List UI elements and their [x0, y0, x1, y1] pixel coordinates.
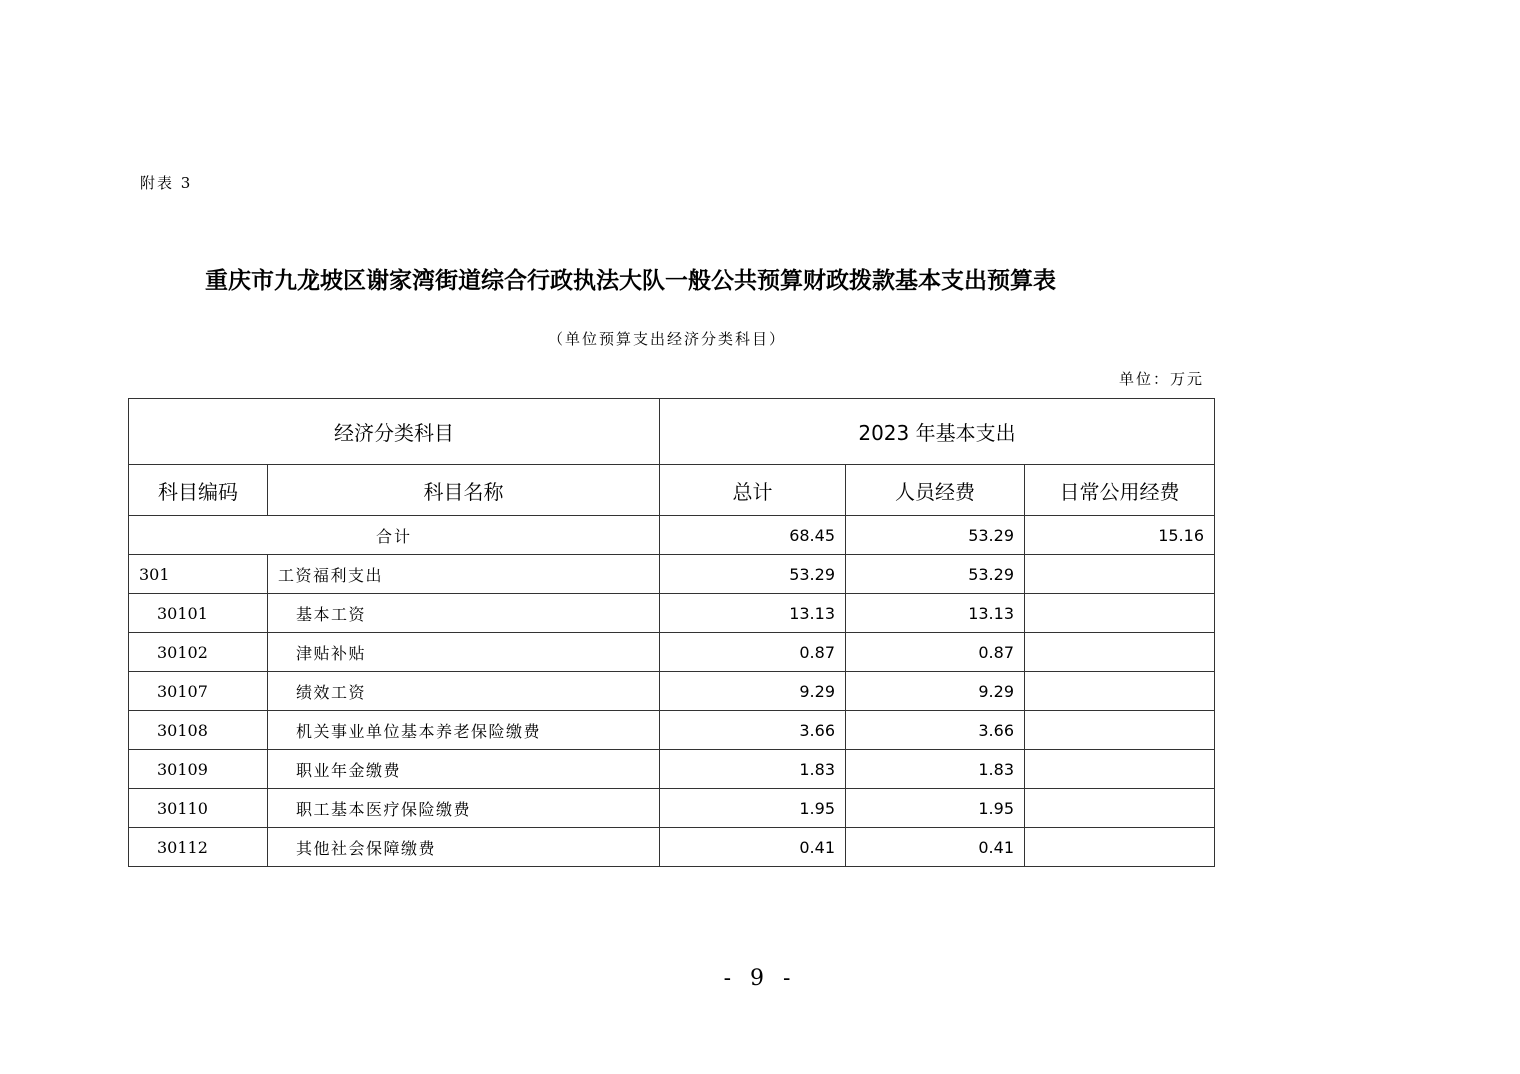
row-personnel: 53.29	[846, 555, 1025, 594]
row-code: 30108	[129, 711, 268, 750]
row-name: 津贴补贴	[268, 633, 660, 672]
attachment-label: 附表 3	[140, 174, 193, 192]
row-code: 30109	[129, 750, 268, 789]
row-total: 9.29	[660, 672, 846, 711]
row-daily-public	[1025, 672, 1215, 711]
row-daily-public	[1025, 828, 1215, 867]
total-personnel: 53.29	[846, 516, 1025, 555]
total-row	[129, 516, 1215, 555]
row-personnel: 0.87	[846, 633, 1025, 672]
document-title: 重庆市九龙坡区谢家湾街道综合行政执法大队一般公共预算财政拨款基本支出预算表	[205, 267, 1056, 294]
header-daily-public: 日常公用经费	[1025, 465, 1215, 516]
row-name: 工资福利支出	[268, 555, 660, 594]
row-code: 30107	[129, 672, 268, 711]
page-number: - 9 -	[723, 966, 797, 991]
header-economic-category: 经济分类科目	[129, 399, 660, 465]
row-code: 301	[129, 555, 268, 594]
row-name: 其他社会保障缴费	[268, 828, 660, 867]
row-daily-public	[1025, 711, 1215, 750]
document-subtitle: （单位预算支出经济分类科目）	[548, 330, 787, 348]
row-daily-public	[1025, 789, 1215, 828]
table-row	[129, 789, 1215, 828]
row-daily-public	[1025, 594, 1215, 633]
row-daily-public	[1025, 633, 1215, 672]
budget-table	[128, 398, 1215, 867]
row-total: 0.41	[660, 828, 846, 867]
row-personnel: 1.95	[846, 789, 1025, 828]
row-code: 30101	[129, 594, 268, 633]
header-total: 总计	[660, 465, 846, 516]
header-code: 科目编码	[129, 465, 268, 516]
header-basic-expenditure: 2023 年基本支出	[660, 399, 1215, 465]
total-daily-public: 15.16	[1025, 516, 1215, 555]
row-name: 机关事业单位基本养老保险缴费	[268, 711, 660, 750]
row-personnel: 9.29	[846, 672, 1025, 711]
header-column-row	[129, 465, 1215, 516]
table-row	[129, 828, 1215, 867]
row-daily-public	[1025, 555, 1215, 594]
row-personnel: 1.83	[846, 750, 1025, 789]
row-code: 30110	[129, 789, 268, 828]
table-row	[129, 633, 1215, 672]
table-row	[129, 711, 1215, 750]
unit-label: 单位：万元	[1118, 370, 1204, 388]
row-personnel: 0.41	[846, 828, 1025, 867]
row-name: 绩效工资	[268, 672, 660, 711]
total-label: 合计	[129, 516, 660, 555]
row-name: 职工基本医疗保险缴费	[268, 789, 660, 828]
table-row	[129, 555, 1215, 594]
table-row	[129, 672, 1215, 711]
row-personnel: 3.66	[846, 711, 1025, 750]
table-row	[129, 594, 1215, 633]
row-daily-public	[1025, 750, 1215, 789]
row-total: 1.95	[660, 789, 846, 828]
header-group-row	[129, 399, 1215, 465]
total-total: 68.45	[660, 516, 846, 555]
row-name: 基本工资	[268, 594, 660, 633]
row-code: 30102	[129, 633, 268, 672]
header-name: 科目名称	[268, 465, 660, 516]
table-row	[129, 750, 1215, 789]
row-personnel: 13.13	[846, 594, 1025, 633]
row-name: 职业年金缴费	[268, 750, 660, 789]
row-total: 0.87	[660, 633, 846, 672]
row-total: 53.29	[660, 555, 846, 594]
row-total: 3.66	[660, 711, 846, 750]
row-total: 1.83	[660, 750, 846, 789]
row-total: 13.13	[660, 594, 846, 633]
row-code: 30112	[129, 828, 268, 867]
header-personnel: 人员经费	[846, 465, 1025, 516]
